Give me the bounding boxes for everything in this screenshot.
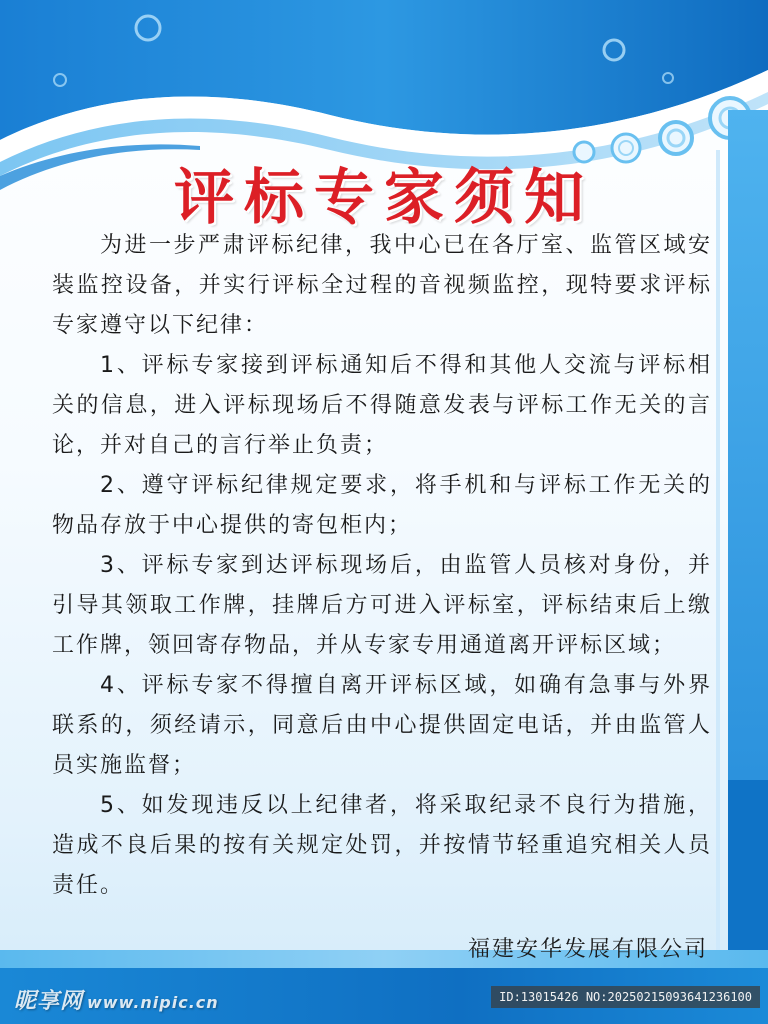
page-title: 评标专家须知 [174,163,594,233]
intro-paragraph: 为进一步严肃评标纪律，我中心已在各厅室、监管区域安装监控设备，并实行评标全过程的音视频监控，现特要求评标专家遵守以下纪律： [52,233,712,338]
image-id-badge: ID:13015426 NO:20250215093641236100 [491,986,760,1008]
rule-3: 3、评标专家到达评标现场后，由监管人员核对身份，并引导其领取工作牌，挂牌后方可进入评标室，评标结束后上缴工作牌，领回寄存物品，并从专家专用通道离开评标区域； [52,553,712,658]
rule-5: 5、如发现违反以上纪律者，将采取纪录不良行为措施，造成不良后果的按有关规定处罚，并按情节轻重追究相关人员责任。 [52,793,712,898]
rule-4: 4、评标专家不得擅自离开评标区域，如确有急事与外界联系的，须经请示，同意后由中心提供固定电话，并由监管人员实施监督； [52,673,712,778]
rule-1: 1、评标专家接到评标通知后不得和其他人交流与评标相关的信息，进入评标现场后不得随意发表与评标工作无关的言论，并对自己的言行举止负责； [52,353,712,458]
notice-body [52,226,712,906]
watermark-url: www.nipic.cn [87,993,219,1012]
watermark-logo-text: 昵享网 [14,989,84,1014]
right-accent-line [716,150,720,980]
company-signature: 福建安华发展有限公司 [467,937,708,962]
rule-2: 2、遵守评标纪律规定要求，将手机和与评标工作无关的物品存放于中心提供的寄包柜内； [52,473,712,538]
watermark-logo [14,984,219,1015]
